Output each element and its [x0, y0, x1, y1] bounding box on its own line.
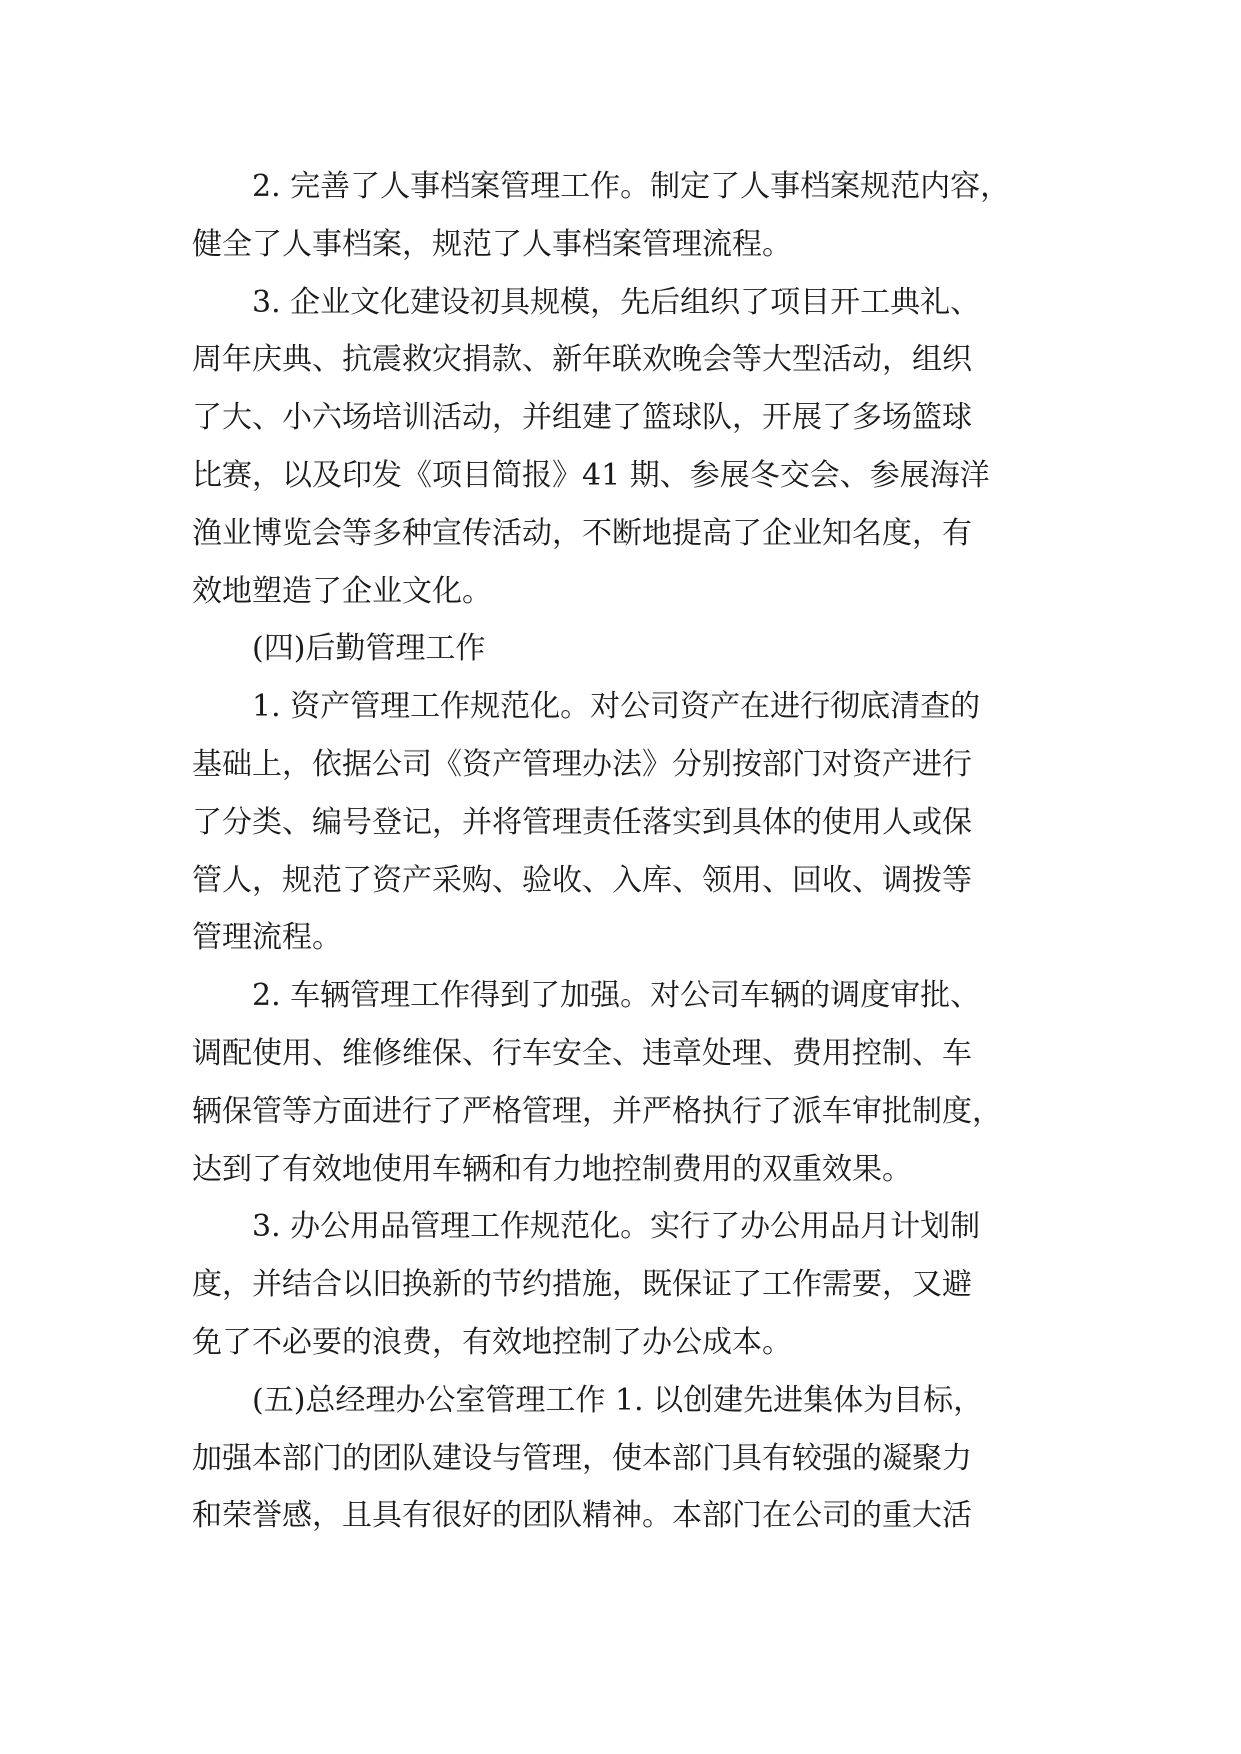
- text-line: 健全了人事档案，规范了人事档案管理流程。: [192, 226, 792, 262]
- text-line: 周年庆典、抗震救灾捐款、新年联欢晚会等大型活动，组织: [192, 342, 972, 378]
- text-line: 达到了有效地使用车辆和有力地控制费用的双重效果。: [192, 1151, 912, 1187]
- text-line: 免了不必要的浪费，有效地控制了办公成本。: [192, 1324, 792, 1360]
- body-text: [192, 158, 1072, 1545]
- text-line: 管理流程。: [192, 920, 342, 956]
- text-line: 2. 车辆管理工作得到了加强。对公司车辆的调度审批、: [252, 978, 981, 1014]
- text-line: 3. 办公用品管理工作规范化。实行了办公用品月计划制: [252, 1209, 981, 1245]
- text-line: 了大、小六场培训活动，并组建了篮球队，开展了多场篮球: [192, 400, 972, 436]
- text-line: 渔业博览会等多种宣传活动，不断地提高了企业知名度，有: [192, 515, 972, 551]
- text-line: 3. 企业文化建设初具规模，先后组织了项目开工典礼、: [252, 284, 981, 320]
- text-line: 度，并结合以旧换新的节约措施，既保证了工作需要，又避: [192, 1267, 972, 1303]
- text-line: (五)总经理办公室管理工作 1. 以创建先进集体为目标，: [252, 1382, 984, 1418]
- text-line: 1. 资产管理工作规范化。对公司资产在进行彻底清查的: [252, 689, 981, 725]
- text-line: 管人，规范了资产采购、验收、入库、领用、回收、调拨等: [192, 862, 972, 898]
- section-heading: (四)后勤管理工作: [252, 631, 486, 667]
- text-line: 2. 完善了人事档案管理工作。制定了人事档案规范内容，: [252, 169, 1011, 204]
- text-line: 加强本部门的团队建设与管理，使本部门具有较强的凝聚力: [192, 1440, 972, 1476]
- text-line: 和荣誉感，且具有很好的团队精神。本部门在公司的重大活: [192, 1498, 972, 1534]
- text-line: 效地塑造了企业文化。: [192, 573, 492, 609]
- text-line: 辆保管等方面进行了严格管理，并严格执行了派车审批制度，: [192, 1093, 1002, 1129]
- text-line: 调配使用、维修维保、行车安全、违章处理、费用控制、车: [192, 1035, 972, 1071]
- text-line: 了分类、编号登记，并将管理责任落实到具体的使用人或保: [192, 804, 972, 840]
- text-line: 比赛，以及印发《项目简报》41 期、参展冬交会、参展海洋: [192, 457, 990, 493]
- text-line: 基础上，依据公司《资产管理办法》分别按部门对资产进行: [192, 746, 972, 782]
